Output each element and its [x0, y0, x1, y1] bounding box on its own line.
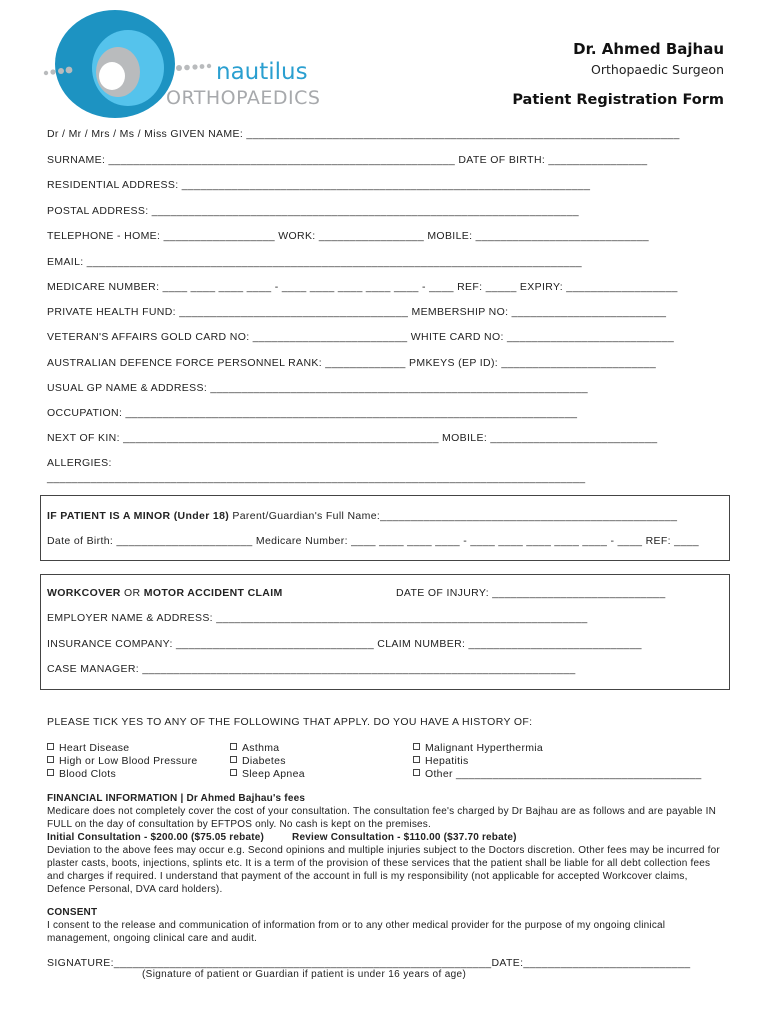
allergies-field[interactable]: _______________________________________________________________________________________ [47, 472, 586, 484]
signature-note: (Signature of patient or Guardian if patient is under 16 years of age) [142, 969, 467, 980]
checkbox-icon[interactable] [230, 756, 237, 763]
workcover-title: WORKCOVER [47, 587, 121, 599]
health-fund-field[interactable]: PRIVATE HEALTH FUND: _____________________________________ MEMBERSHIP NO: _________________________ [47, 306, 667, 318]
case-manager-field[interactable]: CASE MANAGER: ______________________________________________________________________ [47, 663, 576, 675]
history-column-2 [230, 742, 305, 781]
fee-row [47, 831, 727, 844]
history-item[interactable]: Sleep Apnea [230, 768, 305, 781]
workcover-title-row [47, 587, 283, 600]
doctor-specialty: Orthopaedic Surgeon [591, 62, 724, 77]
consent-title: CONSENT [47, 907, 98, 918]
minor-guardian-row [47, 510, 677, 523]
gp-field[interactable]: USUAL GP NAME & ADDRESS: _____________________________________________________________ [47, 382, 588, 394]
surname-field[interactable]: SURNAME: ________________________________________________________ DATE OF BIRTH: ________________ [47, 154, 648, 166]
history-item[interactable]: Asthma [230, 742, 305, 755]
workcover-or: OR [120, 587, 144, 599]
history-item[interactable]: Malignant Hyperthermia [413, 742, 702, 755]
checkbox-icon[interactable] [413, 769, 420, 776]
history-item[interactable]: High or Low Blood Pressure [47, 755, 198, 768]
residential-address-field[interactable]: RESIDENTIAL ADDRESS: __________________________________________________________________ [47, 179, 591, 191]
history-item[interactable]: Hepatitis [413, 755, 702, 768]
signature-field[interactable]: SIGNATURE:_____________________________________________________________DATE:___________________________ [47, 957, 691, 969]
checkbox-icon[interactable] [413, 743, 420, 750]
insurance-field[interactable]: INSURANCE COMPANY: ________________________________ CLAIM NUMBER: ____________________________ [47, 638, 642, 650]
consent-section [47, 906, 727, 945]
allergies-label: ALLERGIES: [47, 457, 112, 469]
history-item[interactable]: Other ________________________________________ [413, 768, 702, 781]
date-of-injury-field[interactable]: DATE OF INJURY: ____________________________ [396, 587, 666, 599]
postal-address-field[interactable]: POSTAL ADDRESS: _____________________________________________________________________ [47, 205, 579, 217]
history-column-1 [47, 742, 198, 781]
checkbox-icon[interactable] [230, 743, 237, 750]
history-prompt: PLEASE TICK YES TO ANY OF THE FOLLOWING THAT APPLY. DO YOU HAVE A HISTORY OF: [47, 716, 533, 728]
form-title: Patient Registration Form [512, 92, 724, 108]
nautilus-logo [40, 10, 330, 118]
medicare-field[interactable]: MEDICARE NUMBER: ____ ____ ____ ____ - ____ ____ ____ ____ ____ - ____ REF: _____ EXPIRY: __________________ [47, 281, 678, 293]
employer-field[interactable]: EMPLOYER NAME & ADDRESS: ____________________________________________________________ [47, 612, 588, 624]
given-name-field[interactable]: Dr / Mr / Mrs / Ms / Miss GIVEN NAME: ______________________________________________________________________ [47, 128, 680, 140]
adf-rank-field[interactable]: AUSTRALIAN DEFENCE FORCE PERSONNEL RANK: _____________ PMKEYS (EP ID): _________________________ [47, 357, 657, 369]
financial-paragraph-2: Deviation to the above fees may occur e.g. Second opinions and multiple injuries subject to the Doctors discretion. Other fees may be incurred for plaster casts, boots, injections, splints etc. It is a term of the provision of these services that the patient shall be liable for all debt collection fees and charges if required. I understand that payment of the account in full is my responsibility (not applicable for accepted Workcover claims, Defence Personal, DVA card holders). [47, 845, 720, 895]
checkbox-icon[interactable] [413, 756, 420, 763]
checkbox-icon[interactable] [47, 756, 54, 763]
minor-dob-medicare-field[interactable]: Date of Birth: ______________________ Medicare Number: ____ ____ ____ ____ - ____ ____ ____ ____ ____ - ____ REF: ____ [47, 535, 699, 547]
checkbox-icon[interactable] [47, 743, 54, 750]
history-item[interactable]: Blood Clots [47, 768, 198, 781]
review-consultation-fee: Review Consultation - $110.00 ($37.70 rebate) [292, 832, 517, 843]
checkbox-icon[interactable] [230, 769, 237, 776]
checkbox-icon[interactable] [47, 769, 54, 776]
consent-text: I consent to the release and communication of information from or to any other medical provider for the purpose of my ongoing clinical management, ongoing clinical care and audit. [47, 920, 666, 944]
initial-consultation-fee: Initial Consultation - $200.00 ($75.05 rebate) [47, 832, 265, 843]
next-of-kin-field[interactable]: NEXT OF KIN: ___________________________________________________ MOBILE: ___________________________ [47, 432, 658, 444]
financial-title: FINANCIAL INFORMATION | Dr Ahmed Bajhau's fees [47, 793, 306, 804]
veterans-card-field[interactable]: VETERAN'S AFFAIRS GOLD CARD NO: _________________________ WHITE CARD NO: ___________________________ [47, 331, 675, 343]
financial-paragraph-1: Medicare does not completely cover the cost of your consultation. The consultation fee's charged by Dr Bajhau are as follows and are payable IN FULL on the day of consultation by EFTPOS only. No cash is kept on the premises. [47, 806, 717, 830]
email-field[interactable]: EMAIL: ________________________________________________________________________________ [47, 256, 582, 268]
logo-subtitle: ORTHOPAEDICS [166, 87, 321, 109]
history-item[interactable]: Diabetes [230, 755, 305, 768]
history-column-3 [413, 742, 702, 781]
financial-section [47, 792, 727, 896]
history-item[interactable]: Heart Disease [47, 742, 198, 755]
telephone-field[interactable]: TELEPHONE - HOME: __________________ WORK: _________________ MOBILE: ____________________________ [47, 230, 649, 242]
minor-title: IF PATIENT IS A MINOR (Under 18) [47, 510, 230, 522]
motor-accident-title: MOTOR ACCIDENT CLAIM [143, 587, 283, 599]
occupation-field[interactable]: OCCUPATION: _________________________________________________________________________ [47, 407, 578, 419]
doctor-name: Dr. Ahmed Bajhau [573, 40, 724, 58]
logo-name: nautilus [216, 59, 308, 85]
guardian-name-field[interactable]: Parent/Guardian's Full Name:________________________________________________ [229, 510, 678, 522]
minor-section [40, 495, 730, 561]
